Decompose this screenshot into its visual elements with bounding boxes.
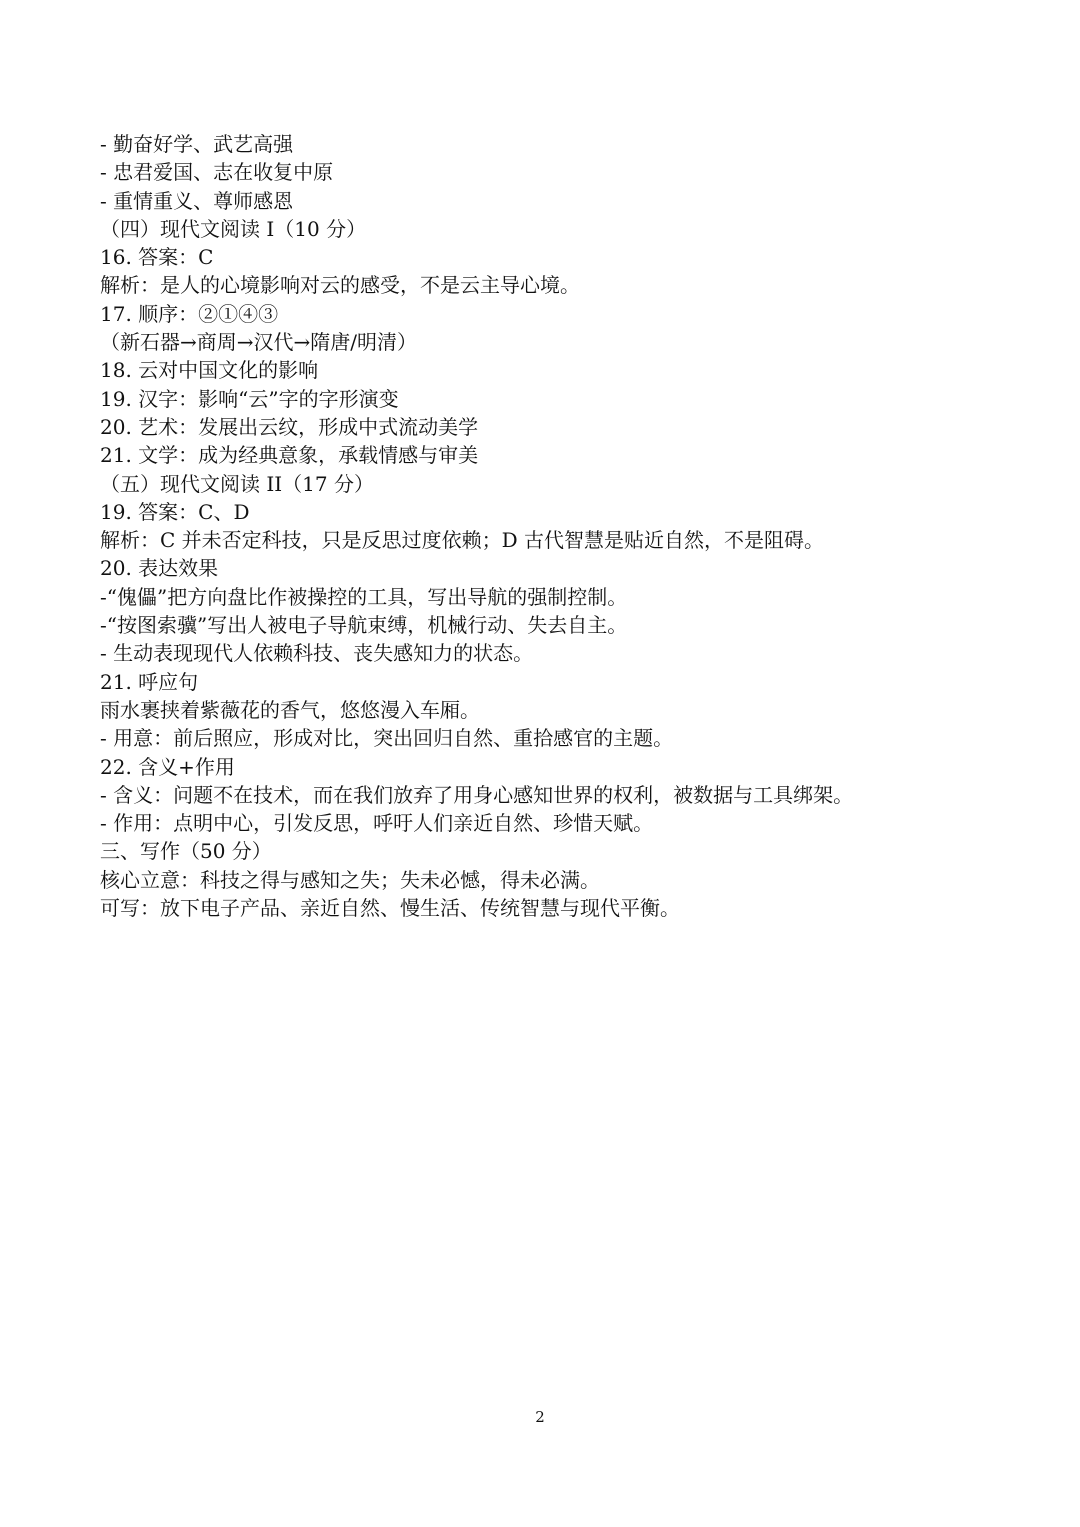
text-line: 雨水裹挟着紫薇花的香气，悠悠漫入车厢。 [100, 697, 480, 722]
text-line: 16. 答案：C [100, 245, 214, 270]
text-line: 可写：放下电子产品、亲近自然、慢生活、传统智慧与现代平衡。 [100, 896, 680, 921]
text-line: 19. 答案：C、D [100, 499, 250, 524]
answer-text-block [100, 130, 1000, 922]
text-line: 17. 顺序：②①④③ [100, 301, 279, 326]
section-heading: （四）现代文阅读 I（10 分） [100, 216, 367, 241]
text-line: - 重情重义、尊师感恩 [100, 188, 294, 213]
text-line: （新石器→商周→汉代→隋唐/明清） [100, 330, 418, 355]
text-line: 20. 艺术：发展出云纹，形成中式流动美学 [100, 414, 479, 439]
text-line: -“傀儡”把方向盘比作被操控的工具，写出导航的强制控制。 [100, 584, 628, 609]
text-line: 解析：是人的心境影响对云的感受，不是云主导心境。 [100, 273, 580, 298]
text-line: - 用意：前后照应，形成对比，突出回归自然、重拾感官的主题。 [100, 726, 674, 751]
text-line: 22. 含义+作用 [100, 754, 235, 779]
text-line: - 生动表现现代人依赖科技、丧失感知力的状态。 [100, 641, 534, 666]
text-line: 19. 汉字：影响“云”字的字形演变 [100, 386, 399, 411]
text-line: 20. 表达效果 [100, 556, 219, 581]
section-heading: 三、写作（50 分） [100, 839, 272, 864]
text-line: 21. 呼应句 [100, 669, 199, 694]
text-line: - 勤奋好学、武艺高强 [100, 132, 294, 156]
text-line: - 作用：点明中心，引发反思，呼吁人们亲近自然、珍惜天赋。 [100, 811, 654, 836]
text-line: 解析：C 并未否定科技，只是反思过度依赖；D 古代智慧是贴近自然，不是阻碍。 [100, 528, 825, 553]
text-line: - 含义：问题不在技术，而在我们放弃了用身心感知世界的权利，被数据与工具绑架。 [100, 782, 854, 807]
text-line: 18. 云对中国文化的影响 [100, 358, 319, 383]
text-line: 21. 文学：成为经典意象，承载情感与审美 [100, 443, 479, 468]
text-line: - 忠君爱国、志在收复中原 [100, 160, 334, 185]
text-line: -“按图索骥”写出人被电子导航束缚，机械行动、失去自主。 [100, 613, 628, 638]
page-number: 2 [535, 1408, 545, 1426]
text-line: 核心立意：科技之得与感知之失；失未必憾，得未必满。 [100, 867, 600, 892]
section-heading: （五）现代文阅读 II（17 分） [100, 471, 374, 496]
